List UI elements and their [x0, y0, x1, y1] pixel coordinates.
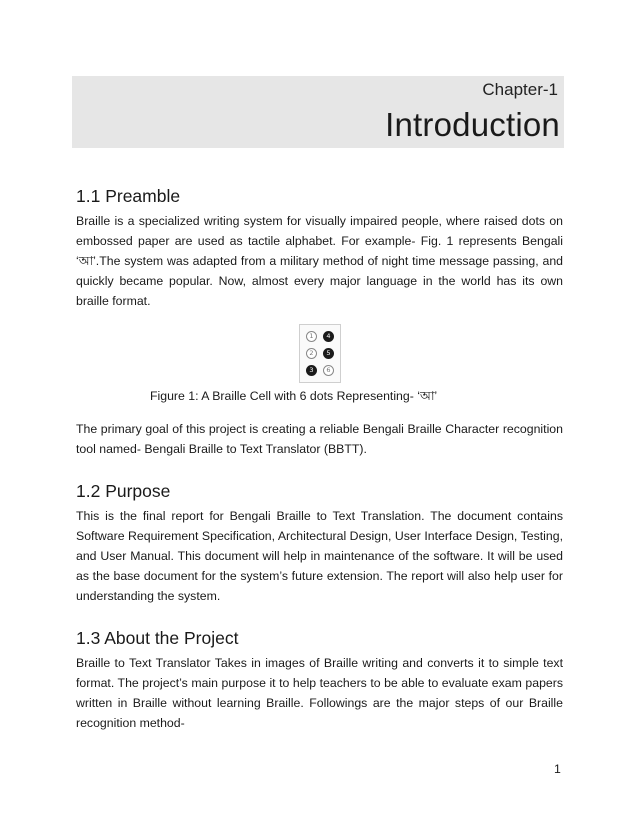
- braille-dot-3: 3: [306, 365, 317, 376]
- goal-paragraph: The primary goal of this project is creating a reliable Bengali Braille Character recognition tool named- Bengali Braille to Text Translator (BBTT).: [76, 422, 563, 456]
- chapter-label: Chapter-1: [482, 80, 558, 99]
- section-heading-preamble: 1.1 Preamble: [76, 186, 181, 206]
- about-paragraph: Braille to Text Translator Takes in images of Braille writing and converts it to simple text format. The project’s main purpose it to help teachers to be able to evaluate exam papers written in Braille without learning Braille. Followings are the major steps of our Braille recognition method-: [76, 656, 563, 730]
- braille-dot-2: 2: [306, 348, 317, 359]
- braille-dot-4: 4: [323, 331, 334, 342]
- chapter-header: [72, 76, 564, 148]
- section-heading-purpose: 1.2 Purpose: [76, 481, 171, 501]
- section-heading-about: 1.3 About the Project: [76, 628, 239, 648]
- figure-caption: Figure 1: A Braille Cell with 6 dots Representing- ‘আ’: [150, 389, 438, 403]
- braille-cell-figure: [299, 324, 341, 383]
- braille-dot-5: 5: [323, 348, 334, 359]
- braille-dot-1: 1: [306, 331, 317, 342]
- purpose-paragraph: This is the final report for Bengali Braille to Text Translation. The document contains Software Requirement Specification, Architectural Design, User Interface Design, Testing, and User Manual. This document will help in maintenance of the software. It will be used as the base document for the system’s future extension. The report will also help user for understanding the system.: [76, 509, 563, 603]
- braille-dot-6: 6: [323, 365, 334, 376]
- page-number: 1: [554, 762, 561, 776]
- preamble-paragraph: Braille is a specialized writing system for visually impaired people, where raised dots on embossed paper are used as tactile alphabet. For example- Fig. 1 represents Bengali ‘আ’.The system was adapted from a military method of night time message passing, and quickly became popular. Now, almost every major language in the world has its own braille format.: [76, 214, 563, 308]
- chapter-title: Introduction: [385, 106, 560, 143]
